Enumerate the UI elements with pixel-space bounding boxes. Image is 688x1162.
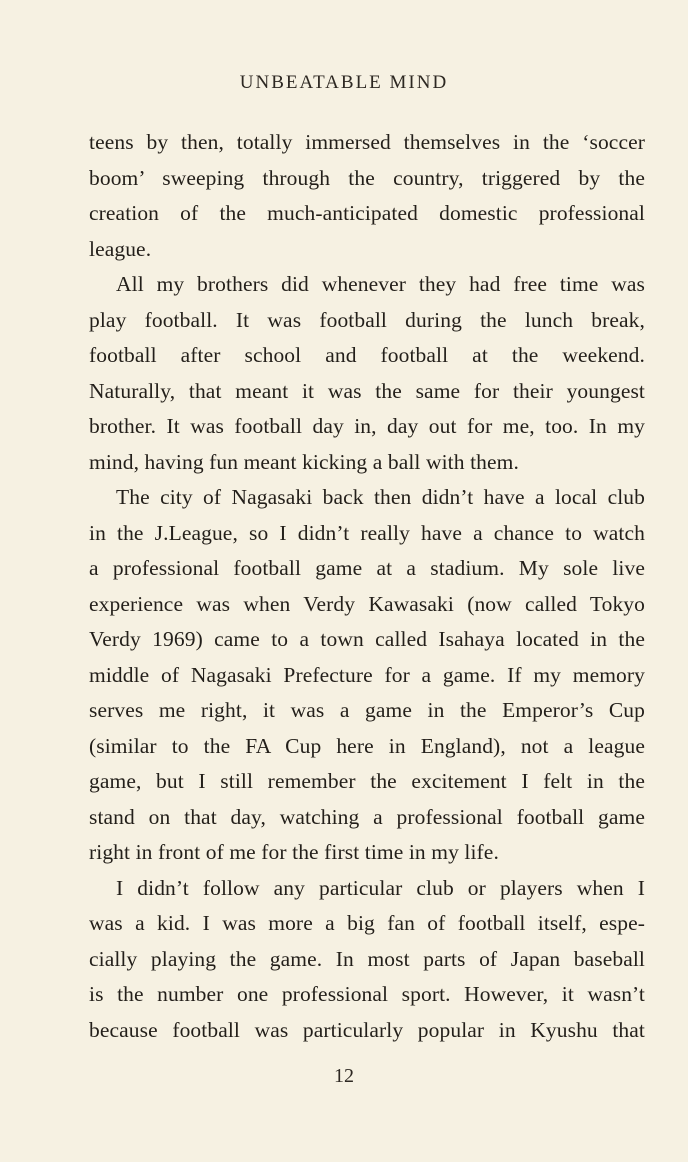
text-line: cially playing the game. In most parts of Japan baseball bbox=[89, 946, 645, 971]
body-text bbox=[89, 125, 645, 1048]
text-line: boom’ sweeping through the country, triggered by the bbox=[89, 165, 645, 190]
text-line: The city of Nagasaki back then didn’t have a local club bbox=[116, 485, 645, 509]
text-line: mind, having fun meant kicking a ball with them. bbox=[89, 449, 519, 474]
text-line: play football. It was football during the lunch break, bbox=[89, 307, 645, 332]
text-line: in the J.League, so I didn’t really have a chance to watch bbox=[89, 520, 645, 545]
text-line: teens by then, totally immersed themselves in the ‘soccer bbox=[89, 130, 645, 154]
text-line: football after school and football at the weekend. bbox=[89, 343, 645, 367]
page-number: 12 bbox=[334, 1065, 354, 1087]
text-line: I didn’t follow any particular club or players when I bbox=[116, 875, 645, 900]
text-line: experience was when Verdy Kawasaki (now called Tokyo bbox=[89, 591, 645, 616]
text-line: brother. It was football day in, day out for me, too. In my bbox=[89, 414, 645, 438]
text-line: Verdy 1969) came to a town called Isahaya located in the bbox=[89, 627, 645, 651]
text-line: creation of the much-anticipated domestic professional bbox=[89, 201, 645, 225]
text-line: game, but I still remember the excitement I felt in the bbox=[89, 769, 645, 793]
text-line: All my brothers did whenever they had free time was bbox=[116, 272, 645, 296]
text-line: was a kid. I was more a big fan of football itself, espe- bbox=[89, 911, 645, 935]
text-line: because football was particularly popular in Kyushu that bbox=[89, 1017, 645, 1042]
text-line: right in front of me for the first time in my life. bbox=[89, 840, 499, 864]
text-line: middle of Nagasaki Prefecture for a game. If my memory bbox=[89, 662, 645, 687]
text-line: serves me right, it was a game in the Emperor’s Cup bbox=[89, 698, 645, 722]
text-line: a professional football game at a stadium. My sole live bbox=[89, 556, 645, 580]
text-line: (similar to the FA Cup here in England), not a league bbox=[89, 733, 645, 758]
text-line: is the number one professional sport. However, it wasn’t bbox=[89, 982, 645, 1006]
text-line: stand on that day, watching a professional football game bbox=[89, 804, 645, 829]
text-line: league. bbox=[89, 236, 152, 261]
running-head: UNBEATABLE MIND bbox=[239, 72, 449, 93]
text-line: Naturally, that meant it was the same for their youngest bbox=[89, 378, 645, 403]
